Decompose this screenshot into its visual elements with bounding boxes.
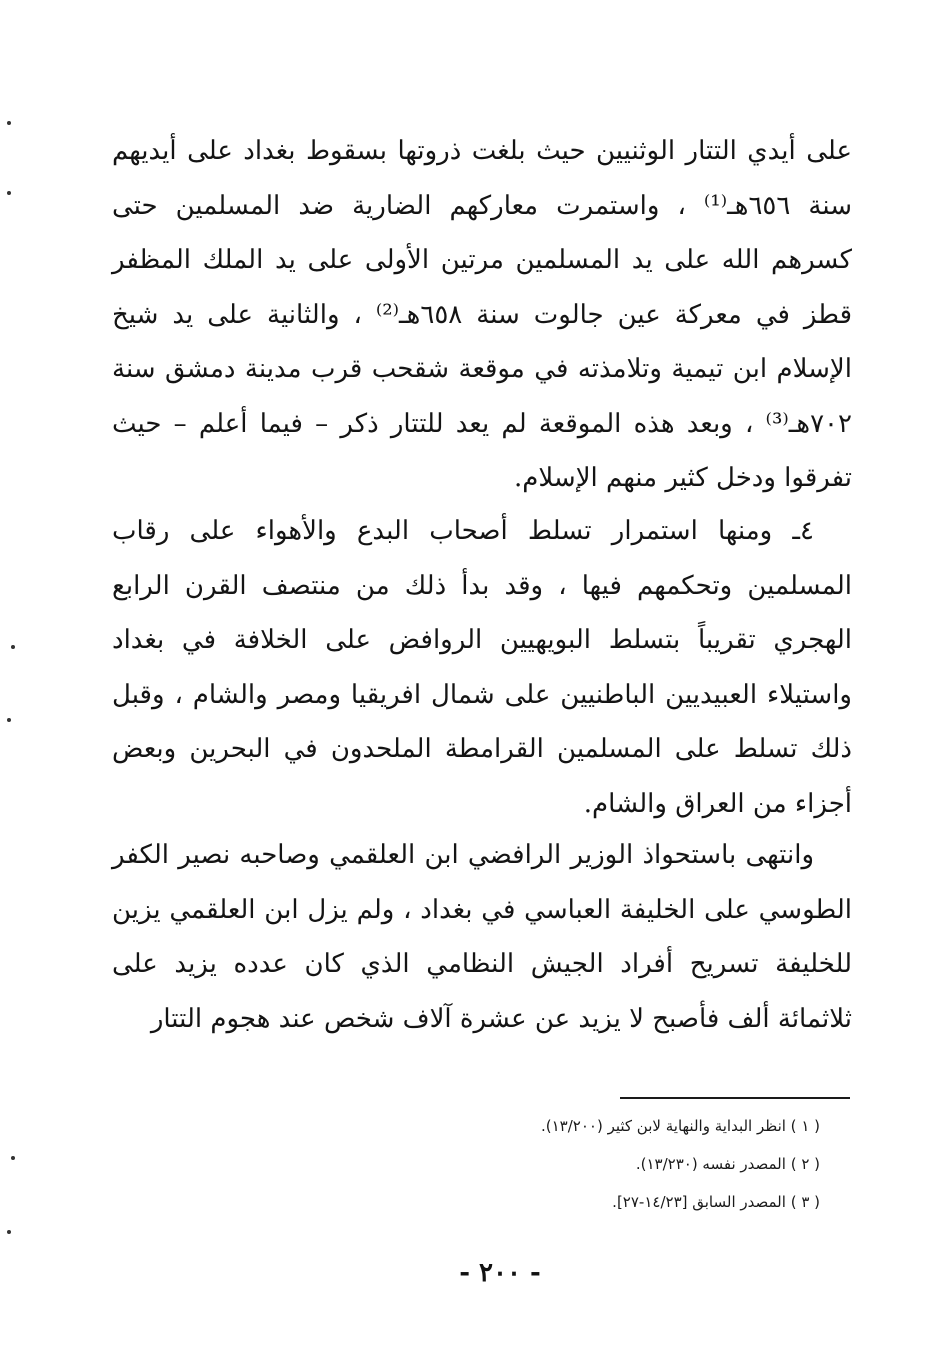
footnotes (380, 1107, 820, 1221)
body-paragraph-1: على أيدي التتار الوثنيين حيث بلغت ذروتها بسقوط بغداد على أيديهم سنة ٦٥٦هـ⁽¹⁾ ، واستمرت معاركهم الضارية ضد المسلمين حتى كسرهم الله على يد المسلمين مرتين الأولى على يد الملك المظفر قطز في معركة عين جالوت سنة ٦٥٨هـ⁽²⁾ ، والثانية على يد شيخ الإسلام ابن تيمية وتلامذته في موقعة شقحب قرب مدينة دمشق سنة ٧٠٢هـ⁽³⁾ ، وبعد هذه الموقعة لم يعد للتتار ذكر – فيما أعلم – حيث تفرقوا ودخل كثير منهم الإسلام. (112, 136, 852, 493)
scan-speck (11, 645, 15, 649)
footnote-1: ( ١ ) انظر البداية والنهاية لابن كثير (١٣/٢٠٠). (540, 1117, 820, 1135)
body-paragraph-3: وانتهى باستحواذ الوزير الرافضي ابن العلقمي وصاحبه نصير الكفر الطوسي على الخليفة العباسي في بغداد ، ولم يزل ابن العلقمي يزين للخليفة تسريح أفراد الجيش النظامي الذي كان عدده يزيد على ثلاثمائة ألف فأصبح لا يزيد عن عشرة آلاف شخص عند هجوم التتار (112, 840, 852, 1034)
scan-speck (11, 1156, 15, 1160)
page-number: - ٢٠٠ - (459, 1258, 541, 1288)
footnote-2: ( ٢ ) المصدر نفسه (١٣/٢٣٠). (635, 1155, 820, 1173)
body-paragraph-2: ٤ـ ومنها استمرار تسلط أصحاب البدع والأهواء على رقاب المسلمين وتحكمهم فيها ، وقد بدأ ذلك من منتصف القرن الرابع الهجري تقريباً بتسلط البويهيين الروافض على الخلافة في بغداد واستيلاء العبيديين الباطنيين على شمال افريقيا ومصر والشام ، وقبل ذلك تسلط على المسلمين القرامطة الملحدون في البحرين وبعض أجزاء من العراق والشام. (112, 516, 852, 819)
footnote-3: ( ٣ ) المصدر السابق [١٤/٢٣-٢٧]. (612, 1193, 820, 1211)
scan-speck (7, 1230, 11, 1234)
scan-speck (7, 121, 11, 125)
scan-speck (7, 191, 11, 195)
footnote-separator (620, 1097, 850, 1099)
scan-speck (7, 718, 11, 722)
